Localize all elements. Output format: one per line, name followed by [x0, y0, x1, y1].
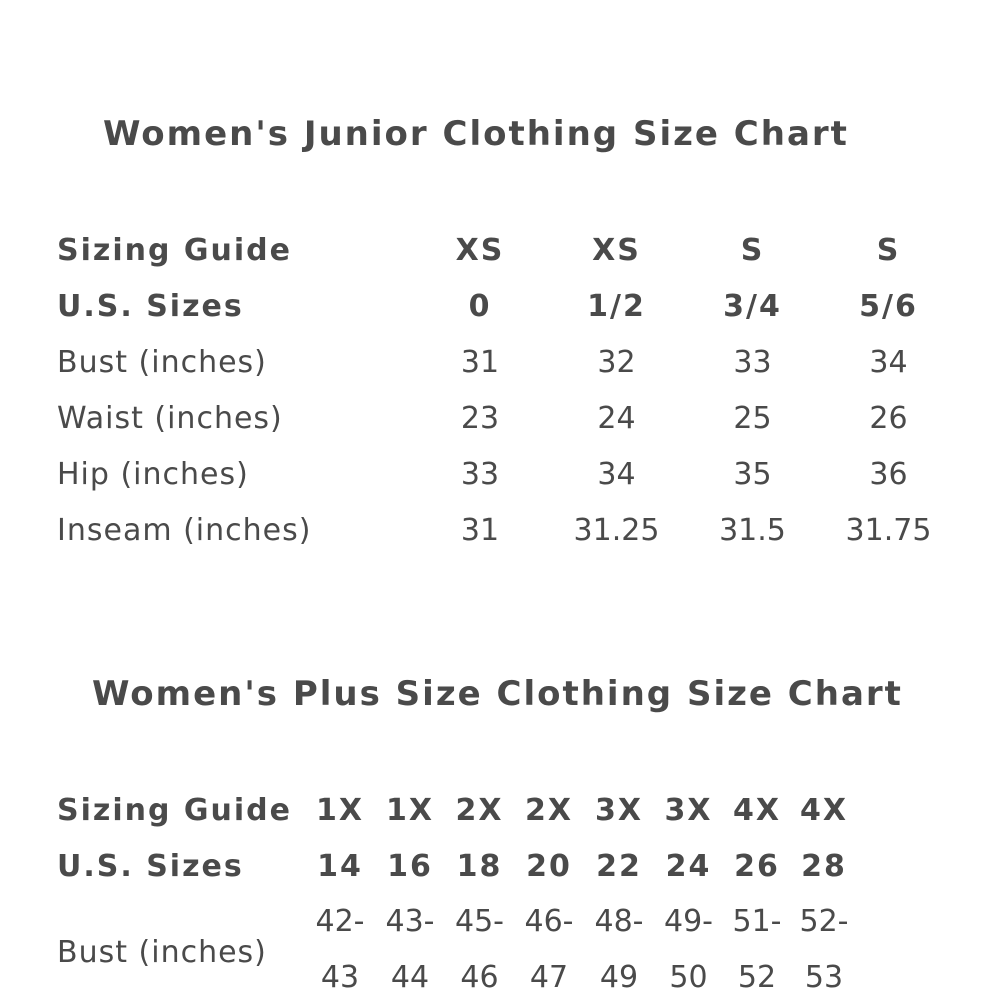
measurement-cell: 32 [597, 344, 636, 380]
us-size-cell: 0 [468, 288, 492, 324]
range-start: 46- [524, 904, 574, 939]
us-size-cell: 28 [801, 848, 847, 884]
measurement-cell: 31.75 [845, 512, 932, 548]
junior-size-chart-title: Women's Junior Clothing Size Chart [103, 114, 849, 154]
us-size-cell: 20 [526, 848, 572, 884]
size-letter-cell: XS [592, 232, 641, 268]
range-end: 52 [737, 960, 777, 995]
range-end: 44 [390, 960, 430, 995]
size-letter-cell: 2X [524, 792, 573, 828]
row-label: U.S. Sizes [57, 288, 244, 324]
measurement-range-cell [445, 894, 514, 1000]
plus-size-table [57, 782, 857, 1000]
bust-row [57, 334, 957, 390]
inseam-row [57, 502, 957, 558]
measurement-cell: 33 [460, 456, 500, 492]
size-letter-cell: 1X [315, 792, 364, 828]
size-letter-cell: S [740, 232, 765, 268]
us-sizes-row [57, 838, 857, 894]
range-end: 50 [669, 960, 708, 995]
measurement-cell: 31.5 [719, 512, 786, 548]
range-end: 53 [804, 960, 844, 995]
row-label: Bust (inches) [57, 344, 267, 380]
row-label: Waist (inches) [57, 400, 283, 436]
sizing-guide-row [57, 782, 857, 838]
range-start: 49- [664, 904, 713, 939]
us-size-cell: 22 [596, 848, 642, 884]
us-size-cell: 1/2 [587, 288, 646, 324]
range-end: 43 [320, 960, 360, 995]
measurement-cell: 24 [597, 400, 636, 436]
us-size-cell: 5/6 [859, 288, 918, 324]
bust-row [57, 894, 857, 1000]
us-size-cell: 14 [317, 848, 363, 884]
size-letter-cell: 4X [799, 792, 848, 828]
range-start: 51- [732, 904, 782, 939]
measurement-cell: 31.25 [573, 512, 660, 548]
us-size-cell: 18 [456, 848, 503, 884]
measurement-cell: 31 [460, 344, 500, 380]
measurement-range-cell [514, 894, 584, 1000]
size-letter-cell: 1X [385, 792, 434, 828]
measurement-range-cell [305, 894, 375, 1000]
size-letter-cell: 4X [732, 792, 781, 828]
row-label: Inseam (inches) [57, 512, 312, 548]
size-letter-cell: 2X [455, 792, 504, 828]
range-end: 46 [460, 960, 499, 995]
row-label: Sizing Guide [57, 792, 292, 828]
measurement-range-cell [723, 894, 791, 1000]
us-size-cell: 26 [734, 848, 780, 884]
plus-size-chart-title: Women's Plus Size Clothing Size Chart [92, 674, 903, 714]
us-size-cell: 3/4 [723, 288, 782, 324]
size-letter-cell: XS [455, 232, 505, 268]
range-start: 42- [315, 904, 365, 939]
us-size-cell: 16 [387, 848, 433, 884]
measurement-cell: 23 [460, 400, 500, 436]
us-sizes-row [57, 278, 957, 334]
row-label: Sizing Guide [57, 232, 292, 268]
measurement-cell: 33 [733, 344, 772, 380]
size-letter-cell: 3X [664, 792, 713, 828]
measurement-cell: 34 [597, 456, 636, 492]
range-start: 45- [455, 904, 504, 939]
measurement-cell: 26 [869, 400, 908, 436]
measurement-cell: 31 [460, 512, 500, 548]
range-end: 47 [529, 960, 569, 995]
us-size-cell: 24 [665, 848, 712, 884]
measurement-cell: 35 [733, 456, 772, 492]
measurement-cell: 34 [869, 344, 908, 380]
measurement-range-cell [791, 894, 857, 1000]
size-letter-cell: 3X [594, 792, 643, 828]
range-start: 48- [594, 904, 644, 939]
measurement-cell: 36 [869, 456, 908, 492]
measurement-range-cell [654, 894, 723, 1000]
range-start: 43- [385, 904, 435, 939]
hip-row [57, 446, 957, 502]
junior-size-table [57, 222, 957, 558]
row-label: Hip (inches) [57, 456, 249, 492]
waist-row [57, 390, 957, 446]
range-end: 49 [599, 960, 639, 995]
measurement-range-cell [584, 894, 654, 1000]
measurement-range-cell [375, 894, 445, 1000]
row-label: U.S. Sizes [57, 848, 244, 884]
range-start: 52- [799, 904, 849, 939]
row-label: Bust (inches) [57, 934, 267, 970]
sizing-guide-row [57, 222, 957, 278]
size-letter-cell: S [876, 232, 901, 268]
measurement-cell: 25 [733, 400, 772, 436]
